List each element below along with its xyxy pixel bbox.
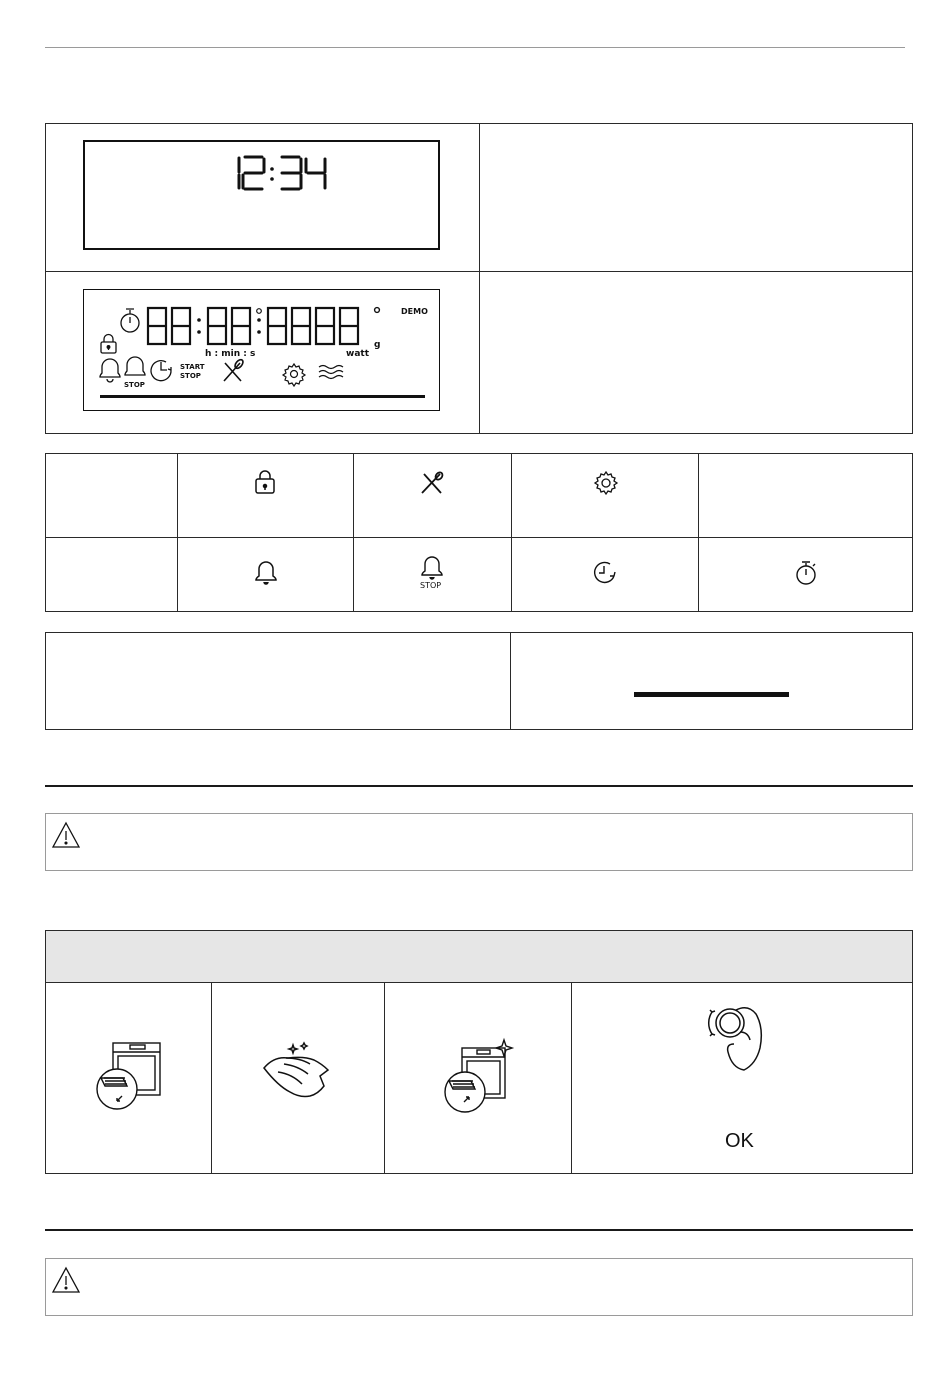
remove-accessories-icon <box>93 1040 163 1112</box>
lcd-digits <box>148 308 379 344</box>
bell-stop-icon <box>125 357 145 375</box>
degree-sign <box>375 308 380 313</box>
bell-stop-icon <box>419 556 445 590</box>
warning-icon <box>52 1267 80 1293</box>
icon-table-col2 <box>353 453 354 612</box>
cutlery-icon <box>420 471 444 495</box>
watt-label: watt <box>346 349 369 359</box>
heat-up-bar <box>634 692 789 697</box>
timer-icon <box>121 309 139 332</box>
start-label: START <box>180 363 205 371</box>
clean-cloth-icon <box>260 1040 336 1100</box>
icon-table-col1 <box>177 453 178 612</box>
warning-box <box>45 813 913 871</box>
procedure-col1 <box>211 982 212 1174</box>
section-rule <box>45 785 913 787</box>
indicator-table <box>45 632 913 730</box>
display-table-divider-h <box>45 271 913 272</box>
steam-icon <box>319 366 343 379</box>
end-time-icon <box>592 560 618 586</box>
colon-bottom <box>270 177 274 181</box>
display-table-divider-v <box>479 123 480 434</box>
lock-icon <box>253 471 277 495</box>
gear-icon <box>283 364 305 386</box>
header-rule <box>45 47 905 48</box>
bell-stop-label: STOP <box>124 381 145 389</box>
icon-table <box>45 453 913 612</box>
turn-knob-icon <box>700 996 770 1072</box>
procedure-header <box>45 930 913 983</box>
procedure-col3 <box>571 982 572 1174</box>
progress-bar <box>100 395 425 398</box>
icon-table-row-divider <box>45 537 913 538</box>
icon-table-col4 <box>698 453 699 612</box>
icon-table-col3 <box>511 453 512 612</box>
gear-icon <box>594 471 618 495</box>
digit-3 <box>282 157 301 189</box>
full-lcd-display <box>83 289 440 411</box>
clock-display <box>83 140 440 250</box>
ok-label: OK <box>725 1130 754 1152</box>
bell-icon <box>254 560 278 586</box>
warning-box <box>45 1258 913 1316</box>
digit-4 <box>306 159 325 188</box>
colon-top <box>270 167 274 171</box>
digit-2 <box>243 157 264 189</box>
gram-label: g <box>374 340 381 350</box>
warning-icon <box>52 822 80 848</box>
stop-label: STOP <box>180 372 201 380</box>
timer-icon <box>795 560 819 586</box>
cutlery-icon <box>224 358 245 381</box>
procedure-col2 <box>384 982 385 1174</box>
demo-label: DEMO <box>401 307 428 316</box>
section-rule <box>45 1229 913 1231</box>
clock-digits <box>239 157 325 189</box>
bell-icon <box>100 359 120 382</box>
bell-stop-text: STOP <box>420 581 442 590</box>
hms-label: h : min : s <box>205 349 256 359</box>
degree-dot-mid <box>257 309 262 314</box>
seg-group <box>148 308 358 344</box>
insert-accessories-icon <box>442 1040 514 1112</box>
lock-icon <box>101 335 116 354</box>
end-time-icon <box>151 361 171 381</box>
indicator-divider <box>510 632 511 730</box>
